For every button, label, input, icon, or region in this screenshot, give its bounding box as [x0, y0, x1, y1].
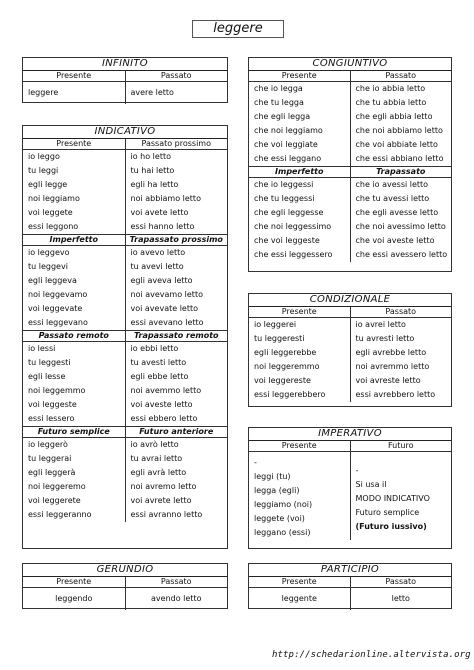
- list-item: essi leggerebbero: [254, 390, 326, 399]
- list-item: voi aveste letto: [130, 400, 193, 409]
- list-item: voi leggevate: [28, 304, 83, 313]
- list-item: io ho letto: [130, 152, 171, 161]
- list-item: che essi leggessero: [254, 250, 333, 259]
- list-item: che noi leggiamo: [254, 126, 323, 135]
- list-item: io leggerò: [28, 440, 68, 449]
- list-item: leggi (tu): [254, 472, 291, 481]
- infinito-presente: leggere: [28, 88, 59, 97]
- congiuntivo-header-imperfetto: Imperfetto: [275, 167, 324, 176]
- list-item: leggano (essi): [254, 528, 311, 537]
- list-item: io leggo: [28, 152, 60, 161]
- list-item: che tu abbia letto: [355, 98, 427, 107]
- indicativo-header-imperfetto: Imperfetto: [49, 235, 98, 244]
- list-item: io ebbi letto: [130, 344, 179, 353]
- list-item: noi leggemmo: [28, 386, 86, 395]
- gerundio-header-passato: Passato: [125, 577, 228, 587]
- list-item: egli leggeva: [28, 276, 77, 285]
- list-item: voi leggereste: [254, 376, 311, 385]
- list-item: io avevo letto: [130, 248, 186, 257]
- list-item: voi avrete letto: [130, 496, 192, 505]
- list-item: io lessi: [28, 344, 56, 353]
- congiuntivo-table: [248, 57, 452, 272]
- list-item: essi avranno letto: [130, 510, 203, 519]
- congiuntivo-header-trapassato: Trapassato: [350, 167, 452, 177]
- participio-presente: leggente: [281, 594, 317, 603]
- list-item: che egli abbia letto: [355, 112, 433, 121]
- participio-header-presente: Presente: [281, 577, 317, 586]
- infinito-header-passato: Passato: [125, 71, 228, 81]
- list-item: egli ha letto: [130, 180, 179, 189]
- list-item: che noi leggessimo: [254, 222, 332, 231]
- indicativo-table: [22, 125, 228, 549]
- gerundio-passato: avendo letto: [151, 594, 202, 603]
- infinito-passato: avere letto: [130, 88, 174, 97]
- list-item: tu avesti letto: [130, 358, 187, 367]
- participio-title: PARTICIPIO: [249, 564, 451, 577]
- list-item: Si usa il: [355, 480, 387, 489]
- congiuntivo-header-presente: Presente: [281, 71, 317, 80]
- list-item: egli lesse: [28, 372, 66, 381]
- condizionale-header-presente: Presente: [281, 307, 317, 316]
- list-item: che tu legga: [254, 98, 304, 107]
- list-item: che io abbia letto: [355, 84, 426, 93]
- imperativo-table: [248, 427, 452, 549]
- list-item: leggete (voi): [254, 514, 305, 523]
- participio-table: [248, 563, 452, 609]
- list-item: Futuro semplice: [355, 508, 420, 517]
- list-item: che egli legga: [254, 112, 311, 121]
- list-item: che voi leggeste: [254, 236, 320, 245]
- list-item: che voi abbiate letto: [355, 140, 438, 149]
- list-item: tu hai letto: [130, 166, 175, 175]
- list-item: essi avrebbero letto: [355, 390, 436, 399]
- footer-url: http://schedarionline.altervista.org: [272, 650, 471, 660]
- list-item: egli legge: [28, 180, 68, 189]
- list-item: noi avremmo letto: [355, 362, 430, 371]
- gerundio-title: GERUNDIO: [23, 564, 227, 577]
- list-item: tu avrai letto: [130, 454, 183, 463]
- list-item: egli avrà letto: [130, 468, 187, 477]
- list-item: voi avreste letto: [355, 376, 421, 385]
- list-item: egli ebbe letto: [130, 372, 189, 381]
- list-item: legga (egli): [254, 486, 300, 495]
- list-item: egli leggerebbe: [254, 348, 317, 357]
- gerundio-table: [22, 563, 228, 609]
- list-item: MODO INDICATIVO: [355, 494, 430, 503]
- list-item: noi avevamo letto: [130, 290, 203, 299]
- list-item: io avrei letto: [355, 320, 406, 329]
- list-item: io leggevo: [28, 248, 70, 257]
- indicativo-header-passato-prossimo: Passato prossimo: [125, 139, 228, 149]
- indicativo-header-trapassato-prossimo: Trapassato prossimo: [125, 235, 228, 245]
- list-item: voi avevate letto: [130, 304, 199, 313]
- list-item: (Futuro iussivo): [355, 522, 427, 531]
- list-item: che noi abbiamo letto: [355, 126, 443, 135]
- infinito-title: INFINITO: [23, 58, 227, 71]
- list-item: essi hanno letto: [130, 222, 195, 231]
- list-item: voi leggete: [28, 208, 73, 217]
- list-item: che tu leggessi: [254, 194, 315, 203]
- indicativo-header-futuro-semplice: Futuro semplice: [37, 427, 110, 436]
- list-item: che tu avessi letto: [355, 194, 430, 203]
- list-item: leggiamo (noi): [254, 500, 313, 509]
- participio-passato: letto: [391, 594, 410, 603]
- indicativo-header-passato-remoto: Passato remoto: [38, 331, 109, 340]
- imperativo-header-presente: Presente: [281, 441, 317, 450]
- list-item: essi avevano letto: [130, 318, 204, 327]
- list-item: noi leggeremmo: [254, 362, 320, 371]
- list-item: io leggerei: [254, 320, 297, 329]
- list-item: noi leggeremo: [28, 482, 86, 491]
- list-item: che voi aveste letto: [355, 236, 435, 245]
- list-item: noi abbiamo letto: [130, 194, 201, 203]
- infinito-table: [22, 57, 228, 103]
- list-item: voi avete letto: [130, 208, 189, 217]
- gerundio-header-presente: Presente: [56, 577, 92, 586]
- list-item: tu avresti letto: [355, 334, 415, 343]
- congiuntivo-header-passato: Passato: [350, 71, 452, 81]
- condizionale-table: [248, 293, 452, 407]
- indicativo-header-trapassato-remoto: Trapassato remoto: [125, 331, 228, 341]
- list-item: che egli avesse letto: [355, 208, 439, 217]
- list-item: che voi leggiate: [254, 140, 318, 149]
- list-item: che essi leggano: [254, 154, 322, 163]
- list-item: che egli leggesse: [254, 208, 324, 217]
- list-item: tu leggi: [28, 166, 59, 175]
- gerundio-presente: leggendo: [55, 594, 93, 603]
- condizionale-header-passato: Passato: [350, 307, 452, 317]
- indicativo-title: INDICATIVO: [23, 126, 227, 139]
- list-item: tu avevi letto: [130, 262, 184, 271]
- list-item: voi leggerete: [28, 496, 81, 505]
- indicativo-header-futuro-anteriore: Futuro anteriore: [125, 427, 228, 437]
- list-item: che io leggessi: [254, 180, 314, 189]
- list-item: essi ebbero letto: [130, 414, 198, 423]
- list-item: essi leggeranno: [28, 510, 92, 519]
- congiuntivo-title: CONGIUNTIVO: [249, 58, 451, 71]
- list-item: noi avemmo letto: [130, 386, 202, 395]
- list-item: voi leggeste: [28, 400, 77, 409]
- list-item: tu leggesti: [28, 358, 71, 367]
- list-item: noi leggevamo: [28, 290, 88, 299]
- list-item: -: [355, 466, 359, 475]
- list-item: che essi abbiano letto: [355, 154, 444, 163]
- imperativo-title: IMPERATIVO: [249, 428, 451, 441]
- page-title: leggere: [192, 20, 284, 38]
- list-item: che io avessi letto: [355, 180, 429, 189]
- indicativo-header-presente: Presente: [56, 139, 92, 148]
- list-item: essi leggono: [28, 222, 79, 231]
- condizionale-title: CONDIZIONALE: [249, 294, 451, 307]
- list-item: essi lessero: [28, 414, 75, 423]
- list-item: -: [254, 458, 257, 467]
- list-item: noi avremo letto: [130, 482, 197, 491]
- list-item: che noi avessimo letto: [355, 222, 446, 231]
- list-item: noi leggiamo: [28, 194, 80, 203]
- list-item: tu leggevi: [28, 262, 68, 271]
- list-item: egli leggerà: [28, 468, 76, 477]
- list-item: che io legga: [254, 84, 303, 93]
- list-item: egli avrebbe letto: [355, 348, 427, 357]
- list-item: io avrò letto: [130, 440, 179, 449]
- list-item: tu leggeresti: [254, 334, 305, 343]
- list-item: che essi avessero letto: [355, 250, 448, 259]
- list-item: essi leggevano: [28, 318, 88, 327]
- imperativo-header-futuro: Futuro: [350, 441, 452, 451]
- infinito-header-presente: Presente: [56, 71, 92, 80]
- list-item: tu leggerai: [28, 454, 72, 463]
- list-item: egli aveva letto: [130, 276, 193, 285]
- participio-header-passato: Passato: [350, 577, 452, 587]
